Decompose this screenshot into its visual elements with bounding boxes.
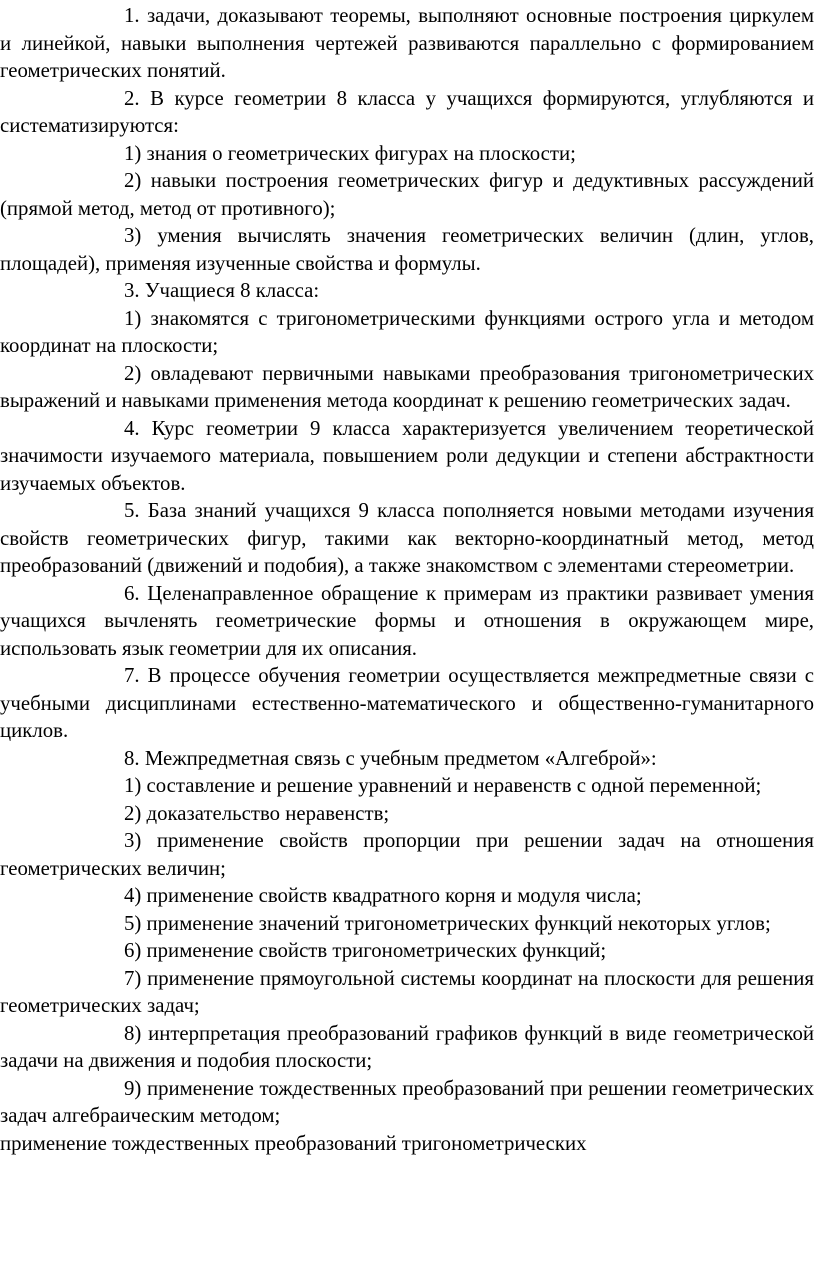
- item-number: 7.: [124, 664, 140, 687]
- sub-item: [0, 1020, 814, 1075]
- item-number: 1): [124, 774, 142, 797]
- item-text: знания о геометрических фигурах на плоскости;: [146, 141, 576, 165]
- item-number: 1): [124, 306, 142, 330]
- sub-item: [0, 965, 814, 1020]
- item-text: умения вычислять значения геометрических величин (длин, углов, площадей), применяя изученные свойства и формулы.: [0, 224, 814, 275]
- item-text: В процессе обучения геометрии осуществляется межпредметные связи с учебными дисциплинами естественно-математического и общественно-гуманитарного циклов.: [0, 664, 815, 742]
- item-text: овладевают первичными навыками преобразования тригонометрических выражений и навыками применения метода координат к решению геометрических задач.: [0, 361, 814, 412]
- paragraph-2: [0, 85, 814, 140]
- item-text: В курсе геометрии 8 класса у учащихся формируются, углубляются и систематизируются:: [0, 86, 815, 137]
- item-number: 1.: [124, 4, 140, 27]
- item-text: применение свойств квадратного корня и модуля числа;: [146, 884, 642, 907]
- item-number: 3): [124, 829, 142, 852]
- item-text: применение значений тригонометрических функций некоторых углов;: [146, 911, 771, 935]
- item-number: 2.: [124, 86, 140, 110]
- item-text: Межпредметная связь с учебным предметом «Алгеброй»:: [144, 746, 657, 770]
- item-number: 2): [124, 361, 142, 385]
- sub-item: [0, 882, 814, 910]
- paragraph-4: [0, 415, 814, 498]
- item-number: 2): [124, 801, 142, 825]
- sub-item: [0, 222, 814, 277]
- sub-item: [0, 1075, 814, 1130]
- sub-item: [0, 827, 814, 882]
- item-text: Целенаправленное обращение к примерам из практики развивает умения учащихся вычленять геометрические формы и отношения в окружающем мире, использовать язык геометрии для их описания.: [0, 581, 814, 660]
- item-number: 8): [124, 1021, 142, 1045]
- item-text: доказательство неравенств;: [146, 801, 390, 825]
- paragraph-8: [0, 745, 814, 773]
- sub-item: [0, 937, 814, 965]
- item-number: 7): [124, 966, 142, 990]
- item-text: применение прямоугольной системы координат на плоскости для решения геометрических задач;: [0, 966, 814, 1017]
- sub-item: [0, 305, 814, 360]
- item-number: 5.: [124, 499, 140, 522]
- item-number: 5): [124, 911, 142, 935]
- sub-item: [0, 167, 814, 222]
- item-number: 3.: [124, 279, 140, 302]
- item-number: 3): [124, 224, 142, 247]
- item-number: 1): [124, 141, 142, 165]
- item-text: Курс геометрии 9 класса характеризуется увеличением теоретической значимости изучаемого материала, повышением роли дедукции и степени абстрактности изучаемых объектов.: [0, 416, 814, 495]
- item-text: составление и решение уравнений и неравенств с одной переменной;: [146, 774, 762, 797]
- item-number: 8.: [124, 746, 140, 770]
- document-page: [0, 2, 816, 1271]
- item-text: применение свойств тригонометрических функций;: [146, 939, 607, 962]
- item-text: применение тождественных преобразований при решении геометрических задач алгебраическим методом;: [0, 1076, 814, 1127]
- paragraph-7: [0, 662, 814, 745]
- item-text: навыки построения геометрических фигур и дедуктивных рассуждений (прямой метод, метод от противного);: [0, 169, 814, 220]
- sub-item: [0, 910, 814, 938]
- item-text: База знаний учащихся 9 класса пополняется новыми методами изучения свойств геометрических фигур, такими как векторно-координатный метод, метод преобразований (движений и подобия), а также знакомством с элементами стереометрии.: [0, 499, 815, 577]
- paragraph-6: [0, 580, 814, 663]
- sub-item: [0, 800, 814, 828]
- item-text: Учащиеся 8 класса:: [144, 279, 320, 302]
- item-number: 9): [124, 1076, 142, 1100]
- sub-item: [0, 360, 814, 415]
- item-number: 6): [124, 939, 142, 962]
- sub-item: [0, 140, 814, 168]
- item-text: интерпретация преобразований графиков функций в виде геометрической задачи на движения и подобия плоскости;: [0, 1021, 814, 1072]
- paragraph-3: [0, 277, 814, 305]
- sub-item: [0, 772, 814, 800]
- paragraph-1: [0, 2, 814, 85]
- item-number: 6.: [124, 581, 140, 605]
- item-number: 4.: [124, 416, 140, 440]
- paragraph-5: [0, 497, 814, 580]
- item-text: задачи, доказывают теоремы, выполняют основные построения циркулем и линейкой, навыки выполнения чертежей развиваются параллельно с формированием геометрических понятий.: [0, 4, 814, 82]
- item-number: 2): [124, 169, 142, 192]
- last-line: применение тождественных преобразований тригонометрических: [0, 1131, 587, 1155]
- item-text: знакомятся с тригонометрическими функциями острого угла и методом координат на плоскости;: [0, 306, 815, 357]
- item-number: 4): [124, 884, 142, 907]
- item-text: применение свойств пропорции при решении задач на отношения геометрических величин;: [0, 829, 814, 880]
